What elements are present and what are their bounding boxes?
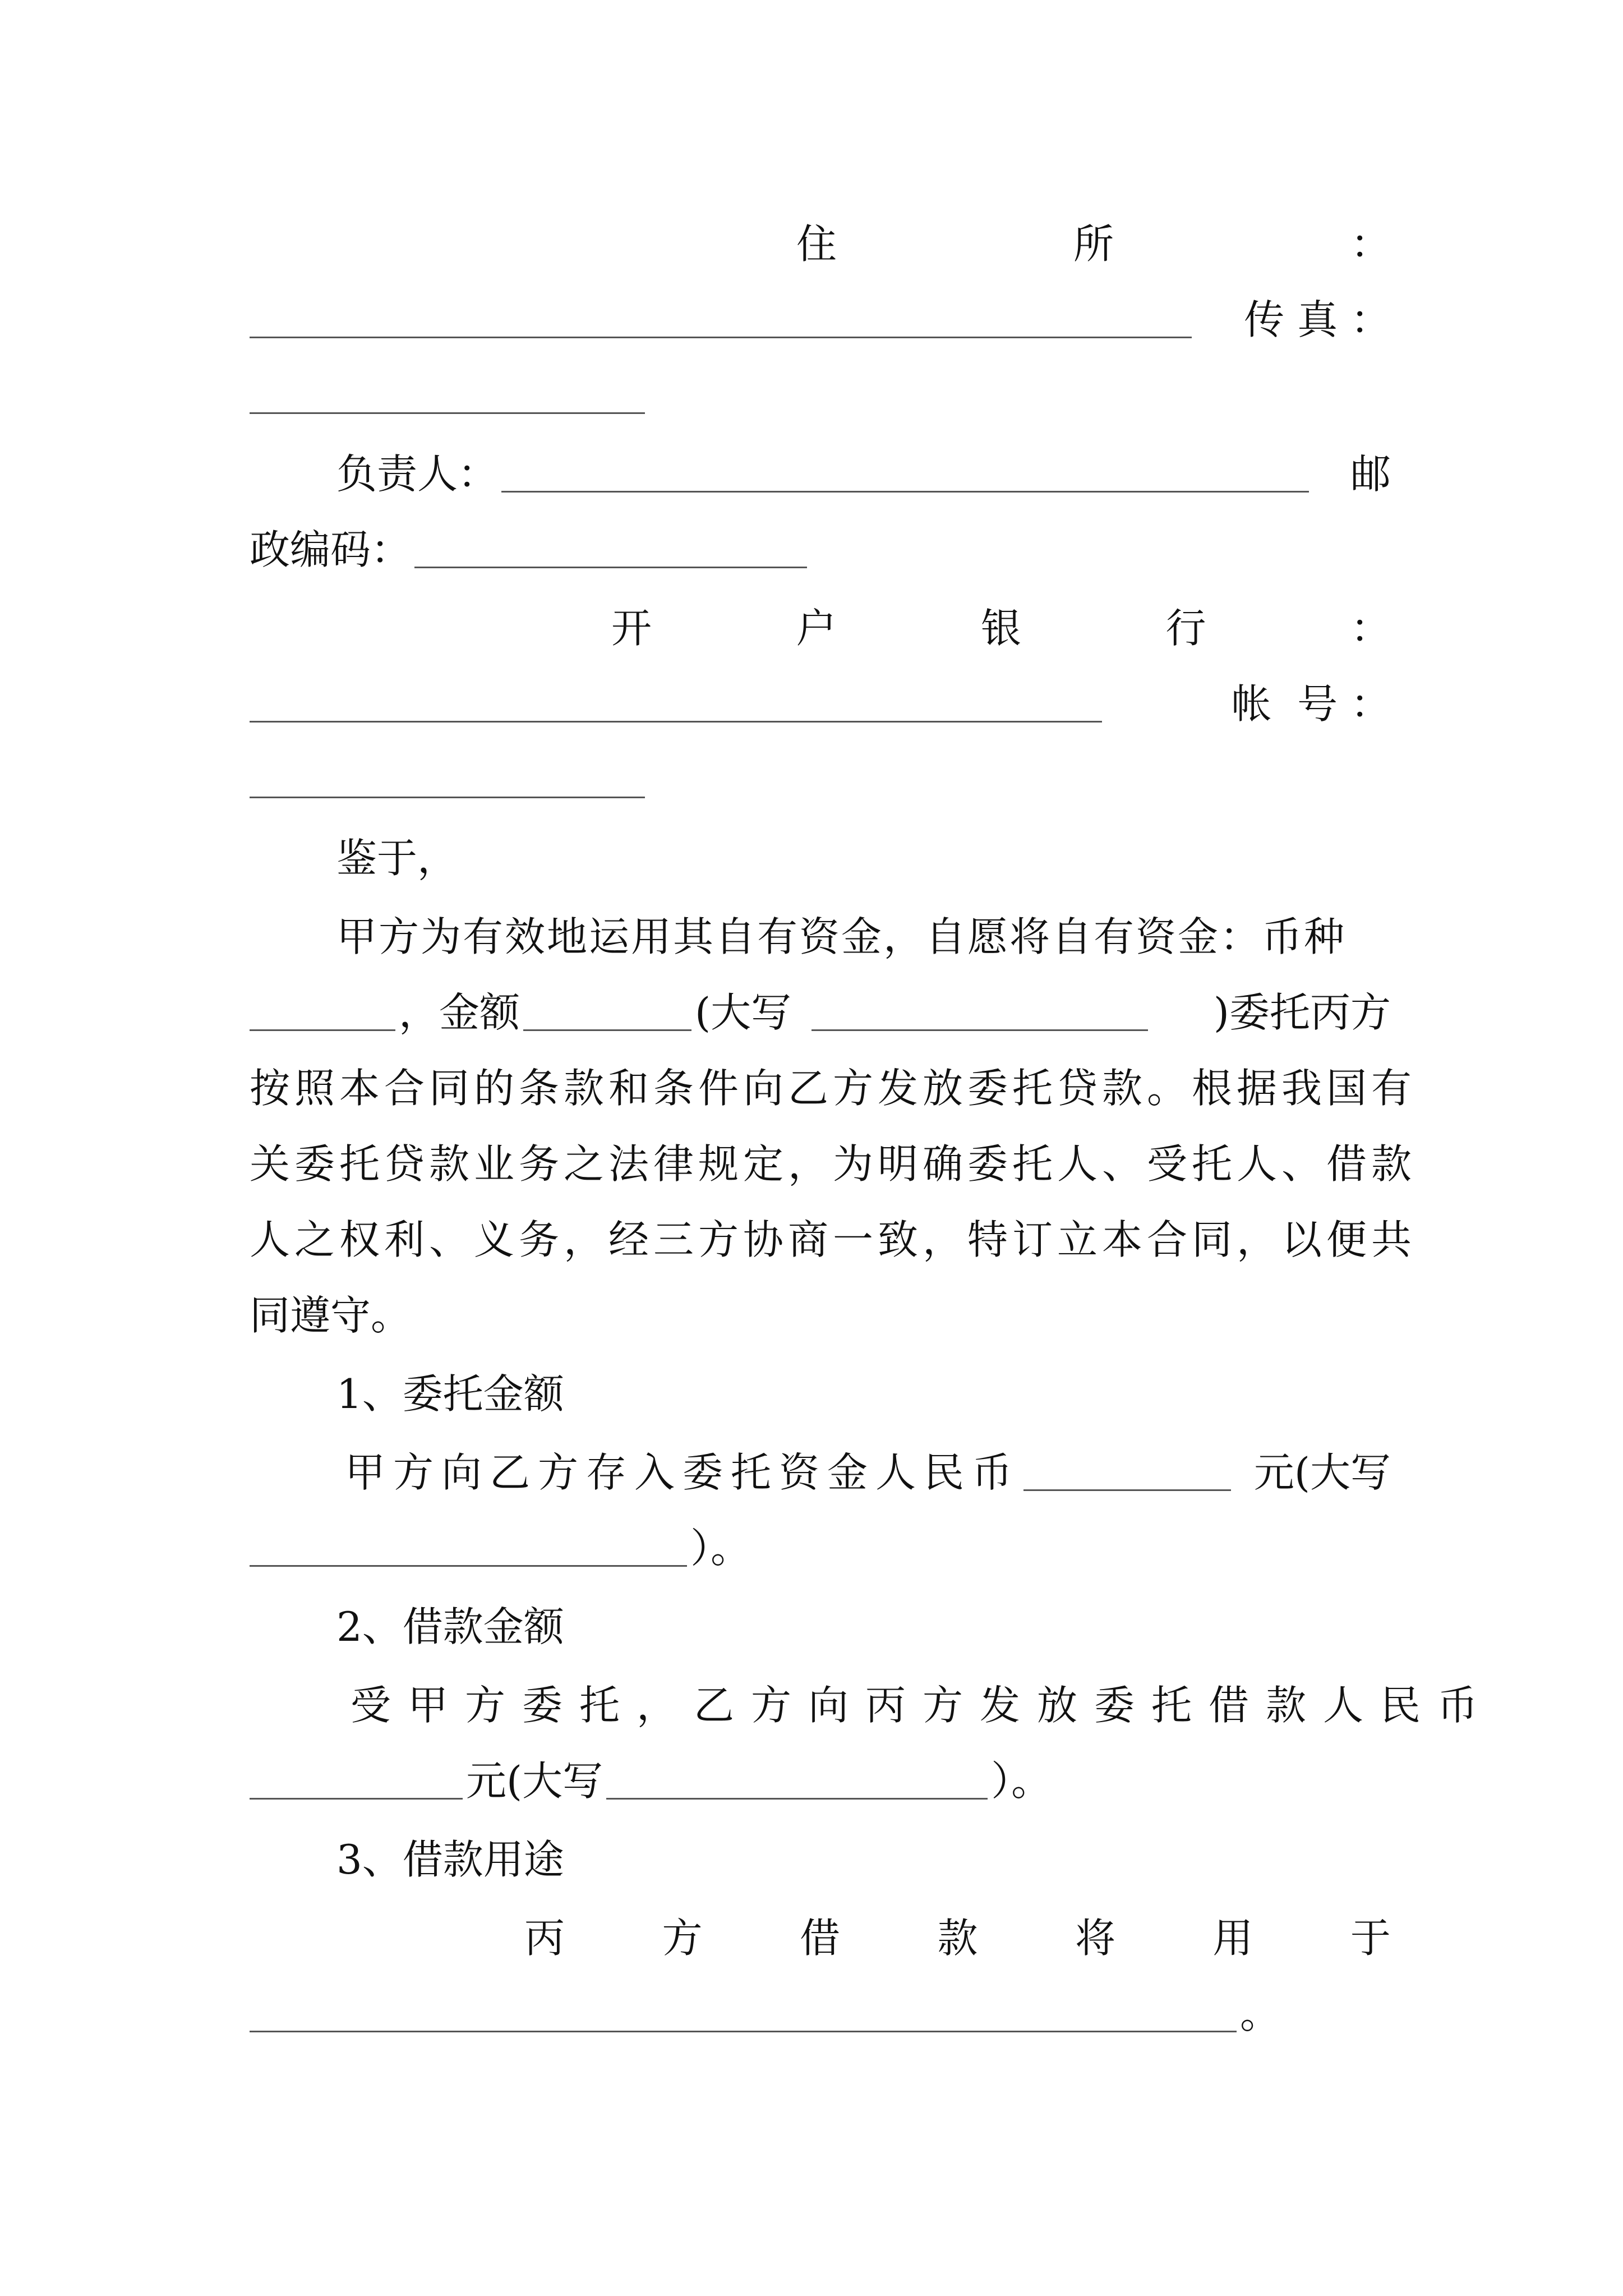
loan-words-end: ）。: [991, 1757, 1052, 1805]
amount-label: ，金额: [399, 989, 520, 1036]
amount-words-blank[interactable]: [811, 995, 1148, 1031]
purpose-end: 。: [1240, 1990, 1281, 2037]
fax-blank[interactable]: [250, 378, 645, 414]
loan-amount-blank[interactable]: [250, 1763, 463, 1800]
postcode-line: [250, 510, 1391, 589]
amount-words-label: (大写: [695, 989, 792, 1036]
bank-label-char: 户: [796, 605, 837, 652]
deposit-words-line: [250, 1509, 1391, 1588]
postcode-label-end: 政编码：: [250, 526, 412, 573]
purpose-blank[interactable]: [250, 1996, 1237, 2032]
currency-blank[interactable]: [250, 995, 395, 1031]
loan-words-label: 元(大写: [466, 1757, 603, 1805]
loan-text: 受甲方委托，乙方向丙方发放委托借款人民币: [351, 1682, 1495, 1729]
fax-line: [250, 356, 1391, 435]
purpose-char: 款: [937, 1915, 978, 1962]
loan-amount-line: [250, 1742, 1391, 1820]
bank-account-line: [250, 665, 1391, 743]
bank-blank[interactable]: [250, 686, 1102, 723]
address-label-colon: ：: [1350, 220, 1391, 268]
responsible-blank[interactable]: [501, 456, 1309, 493]
loan-line: [351, 1666, 1495, 1745]
purpose-line: [524, 1899, 1391, 1977]
loan-words-blank[interactable]: [606, 1763, 988, 1800]
account-blank[interactable]: [250, 762, 645, 798]
bank-line: [611, 589, 1391, 668]
paragraph-line: 人之权利、义务，经三方协商一致，特订立本合同，以便共: [250, 1216, 1417, 1263]
paragraph-line: 关委托贷款业务之法律规定，为明确委托人、受托人、借款: [250, 1140, 1417, 1188]
bank-label-char: 银: [980, 605, 1021, 652]
section-heading: 3、借款用途: [336, 1836, 564, 1883]
deposit-words-label: 元(大写: [1253, 1449, 1391, 1496]
purpose-char: 借: [799, 1915, 840, 1962]
paragraph-line: 同遵守。: [250, 1292, 412, 1339]
purpose-blank-line: [250, 1975, 1391, 2053]
purpose-char: 丙: [524, 1915, 565, 1962]
deposit-line: [345, 1433, 1391, 1512]
paragraph-line: 按照本合同的条款和条件向乙方发放委托贷款。根据我国有: [250, 1065, 1417, 1112]
deposit-words-end: ）。: [690, 1525, 751, 1572]
fax-label: 传 真 ：: [1244, 296, 1391, 343]
postcode-label-start: 邮: [1350, 450, 1391, 498]
postcode-blank[interactable]: [414, 532, 807, 568]
section-heading: 2、借款金额: [336, 1603, 564, 1650]
responsible-label: 负责人：: [336, 450, 499, 498]
paragraph-text: 甲方为有效地运用其自有资金，自愿将自有资金：币种: [336, 913, 1347, 960]
bank-label-char: 开: [611, 605, 652, 652]
bank-label-colon: ：: [1350, 605, 1391, 652]
deposit-text: 甲方向乙方存入委托资金人民币: [345, 1449, 1021, 1496]
address-label-char: 住: [796, 220, 837, 268]
entrust-text: )委托丙方: [1213, 989, 1391, 1036]
section-heading: 1、委托金额: [336, 1370, 564, 1418]
account-line: [250, 740, 1391, 819]
currency-amount-line: [250, 973, 1391, 1052]
purpose-char: 用: [1212, 1915, 1253, 1962]
deposit-words-blank[interactable]: [250, 1530, 687, 1567]
address-fax-line: [250, 280, 1391, 359]
whereas-heading: 鉴于，: [336, 835, 458, 882]
purpose-char: 于: [1350, 1915, 1391, 1962]
address-label-char: 所: [1073, 220, 1114, 268]
address-line: [796, 205, 1391, 283]
purpose-char: 方: [662, 1915, 703, 1962]
responsible-line: [336, 435, 1391, 513]
deposit-amount-blank[interactable]: [1023, 1455, 1231, 1491]
purpose-char: 将: [1075, 1915, 1115, 1962]
paragraph-line: [336, 898, 1391, 976]
account-label: 帐 号 ：: [1231, 680, 1391, 728]
amount-blank[interactable]: [523, 995, 691, 1031]
bank-label-char: 行: [1165, 605, 1206, 652]
address-blank[interactable]: [250, 302, 1192, 338]
